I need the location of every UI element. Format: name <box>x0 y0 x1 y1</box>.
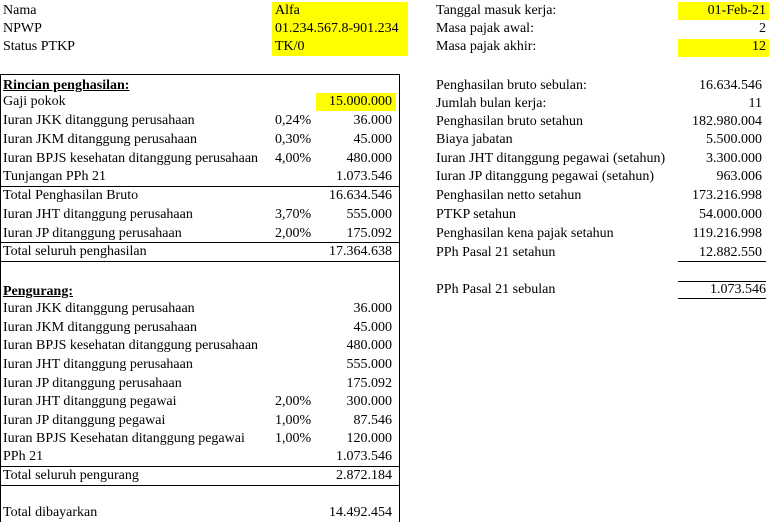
penghasilan-title: Rincian penghasilan: <box>3 78 130 93</box>
tanggal-masuk-value[interactable]: 01-Feb-21 <box>707 3 766 18</box>
penghasilan-row-label: Iuran JKM ditanggung perusahaan <box>3 132 198 147</box>
pengurang-row-label: Iuran JHT ditanggung perusahaan <box>3 357 193 372</box>
penghasilan-row-label: Gaji pokok <box>3 94 66 109</box>
pengurang-row-amount: 36.000 <box>353 301 392 316</box>
penghasilan-row-label: Iuran JKK ditanggung perusahaan <box>3 113 195 128</box>
perhitungan-row-amount: 3.300.000 <box>706 151 762 166</box>
nama-label: Nama <box>3 3 37 18</box>
perhitungan-row-amount: 11 <box>748 96 762 111</box>
pengurang-row-amount: 555.000 <box>346 357 392 372</box>
pengurang-row-pct: 1,00% <box>275 413 312 428</box>
pengurang-row-label: Iuran JKK ditanggung perusahaan <box>3 301 195 316</box>
perhitungan-row-amount: 16.634.546 <box>699 78 762 93</box>
penghasilan-row-amount: 480.000 <box>346 151 392 166</box>
pengurang-row-label: Total seluruh pengurang <box>3 468 139 483</box>
pph-sebulan-label: PPh Pasal 21 sebulan <box>436 282 556 297</box>
penghasilan-row-label: Iuran BPJS kesehatan ditanggung perusahaan <box>3 151 259 166</box>
pengurang-row-label: PPh 21 <box>3 449 44 464</box>
perhitungan-row-amount: 5.500.000 <box>706 132 762 147</box>
penghasilan-row-pct: 0,30% <box>275 132 312 147</box>
penghasilan-row-label: Total seluruh penghasilan <box>3 244 147 259</box>
penghasilan-row-label: Total Penghasilan Bruto <box>3 188 139 203</box>
penghasilan-row-amount: 45.000 <box>353 132 392 147</box>
perhitungan-row-amount: 54.000.000 <box>699 207 762 222</box>
perhitungan-row-amount: 963.006 <box>716 169 762 184</box>
tanggal-masuk-label: Tanggal masuk kerja: <box>436 3 557 18</box>
pengurang-row-label: Iuran JHT ditanggung pegawai <box>3 394 177 409</box>
status-ptkp-label: Status PTKP <box>3 39 75 54</box>
penghasilan-row-amount: 36.000 <box>353 113 392 128</box>
penghasilan-row-amount: 1.073.546 <box>336 169 392 184</box>
nama-value[interactable]: Alfa <box>275 3 300 18</box>
pengurang-row-amount: 300.000 <box>346 394 392 409</box>
perhitungan-row-label: Biaya jabatan <box>436 132 513 147</box>
total-dibayarkan-amount: 14.492.454 <box>329 505 392 520</box>
pengurang-row-amount: 45.000 <box>353 320 392 335</box>
npwp-value[interactable]: 01.234.567.8-901.234 <box>275 21 399 36</box>
perhitungan-row-amount: 12.882.550 <box>699 245 762 260</box>
perhitungan-row-amount: 173.216.998 <box>692 188 762 203</box>
perhitungan-row-label: Penghasilan netto setahun <box>436 188 582 203</box>
penghasilan-row-label: Iuran JHT ditanggung perusahaan <box>3 207 193 222</box>
pph-sebulan-amount: 1.073.546 <box>710 282 766 297</box>
pengurang-row-pct: 2,00% <box>275 394 312 409</box>
perhitungan-row-label: PPh Pasal 21 setahun <box>436 245 556 260</box>
penghasilan-row-amount: 16.634.546 <box>329 188 392 203</box>
perhitungan-row-label: Penghasilan kena pajak setahun <box>436 226 614 241</box>
penghasilan-row-pct: 0,24% <box>275 113 312 128</box>
penghasilan-row-pct: 4,00% <box>275 151 312 166</box>
pengurang-row-pct: 1,00% <box>275 431 312 446</box>
masa-akhir-label: Masa pajak akhir: <box>436 39 537 54</box>
penghasilan-row-amount: 15.000.000 <box>329 94 392 109</box>
pengurang-row-amount: 87.546 <box>353 413 392 428</box>
pengurang-row-amount: 480.000 <box>346 338 392 353</box>
pengurang-row-amount: 175.092 <box>346 376 392 391</box>
pengurang-row-label: Iuran BPJS Kesehatan ditanggung pegawai <box>3 431 245 446</box>
pengurang-row-amount: 1.073.546 <box>336 449 392 464</box>
penghasilan-row-label: Iuran JP ditanggung perusahaan <box>3 226 182 241</box>
masa-awal-value[interactable]: 2 <box>759 21 766 36</box>
status-ptkp-value[interactable]: TK/0 <box>275 39 305 54</box>
penghasilan-row-amount: 17.364.638 <box>329 244 392 259</box>
perhitungan-row-amount: 119.216.998 <box>692 226 762 241</box>
perhitungan-row-label: Iuran JHT ditanggung pegawai (setahun) <box>436 151 666 166</box>
pengurang-row-label: Iuran BPJS kesehatan ditanggung perusahaan <box>3 338 259 353</box>
penghasilan-row-label: Tunjangan PPh 21 <box>3 169 106 184</box>
pengurang-row-label: Iuran JP ditanggung pegawai <box>3 413 166 428</box>
pengurang-row-amount: 120.000 <box>346 431 392 446</box>
pengurang-row-label: Iuran JKM ditanggung perusahaan <box>3 320 198 335</box>
perhitungan-row-label: Iuran JP ditanggung pegawai (setahun) <box>436 169 654 184</box>
penghasilan-row-pct: 2,00% <box>275 226 312 241</box>
perhitungan-row-amount: 182.980.004 <box>692 114 762 129</box>
npwp-label: NPWP <box>3 21 42 36</box>
penghasilan-row-amount: 175.092 <box>346 226 392 241</box>
penghasilan-row-amount: 555.000 <box>346 207 392 222</box>
perhitungan-row-label: PTKP setahun <box>436 207 516 222</box>
pengurang-row-amount: 2.872.184 <box>336 468 392 483</box>
perhitungan-row-label: Penghasilan bruto setahun <box>436 114 583 129</box>
total-dibayarkan-label: Total dibayarkan <box>3 505 98 520</box>
penghasilan-row-pct: 3,70% <box>275 207 312 222</box>
masa-akhir-value[interactable]: 12 <box>752 39 766 54</box>
perhitungan-row-label: Jumlah bulan kerja: <box>436 96 547 111</box>
pengurang-row-label: Iuran JP ditanggung perusahaan <box>3 376 182 391</box>
pengurang-title: Pengurang: <box>3 284 73 299</box>
perhitungan-row-label: Penghasilan bruto sebulan: <box>436 78 587 93</box>
masa-awal-label: Masa pajak awal: <box>436 21 534 36</box>
